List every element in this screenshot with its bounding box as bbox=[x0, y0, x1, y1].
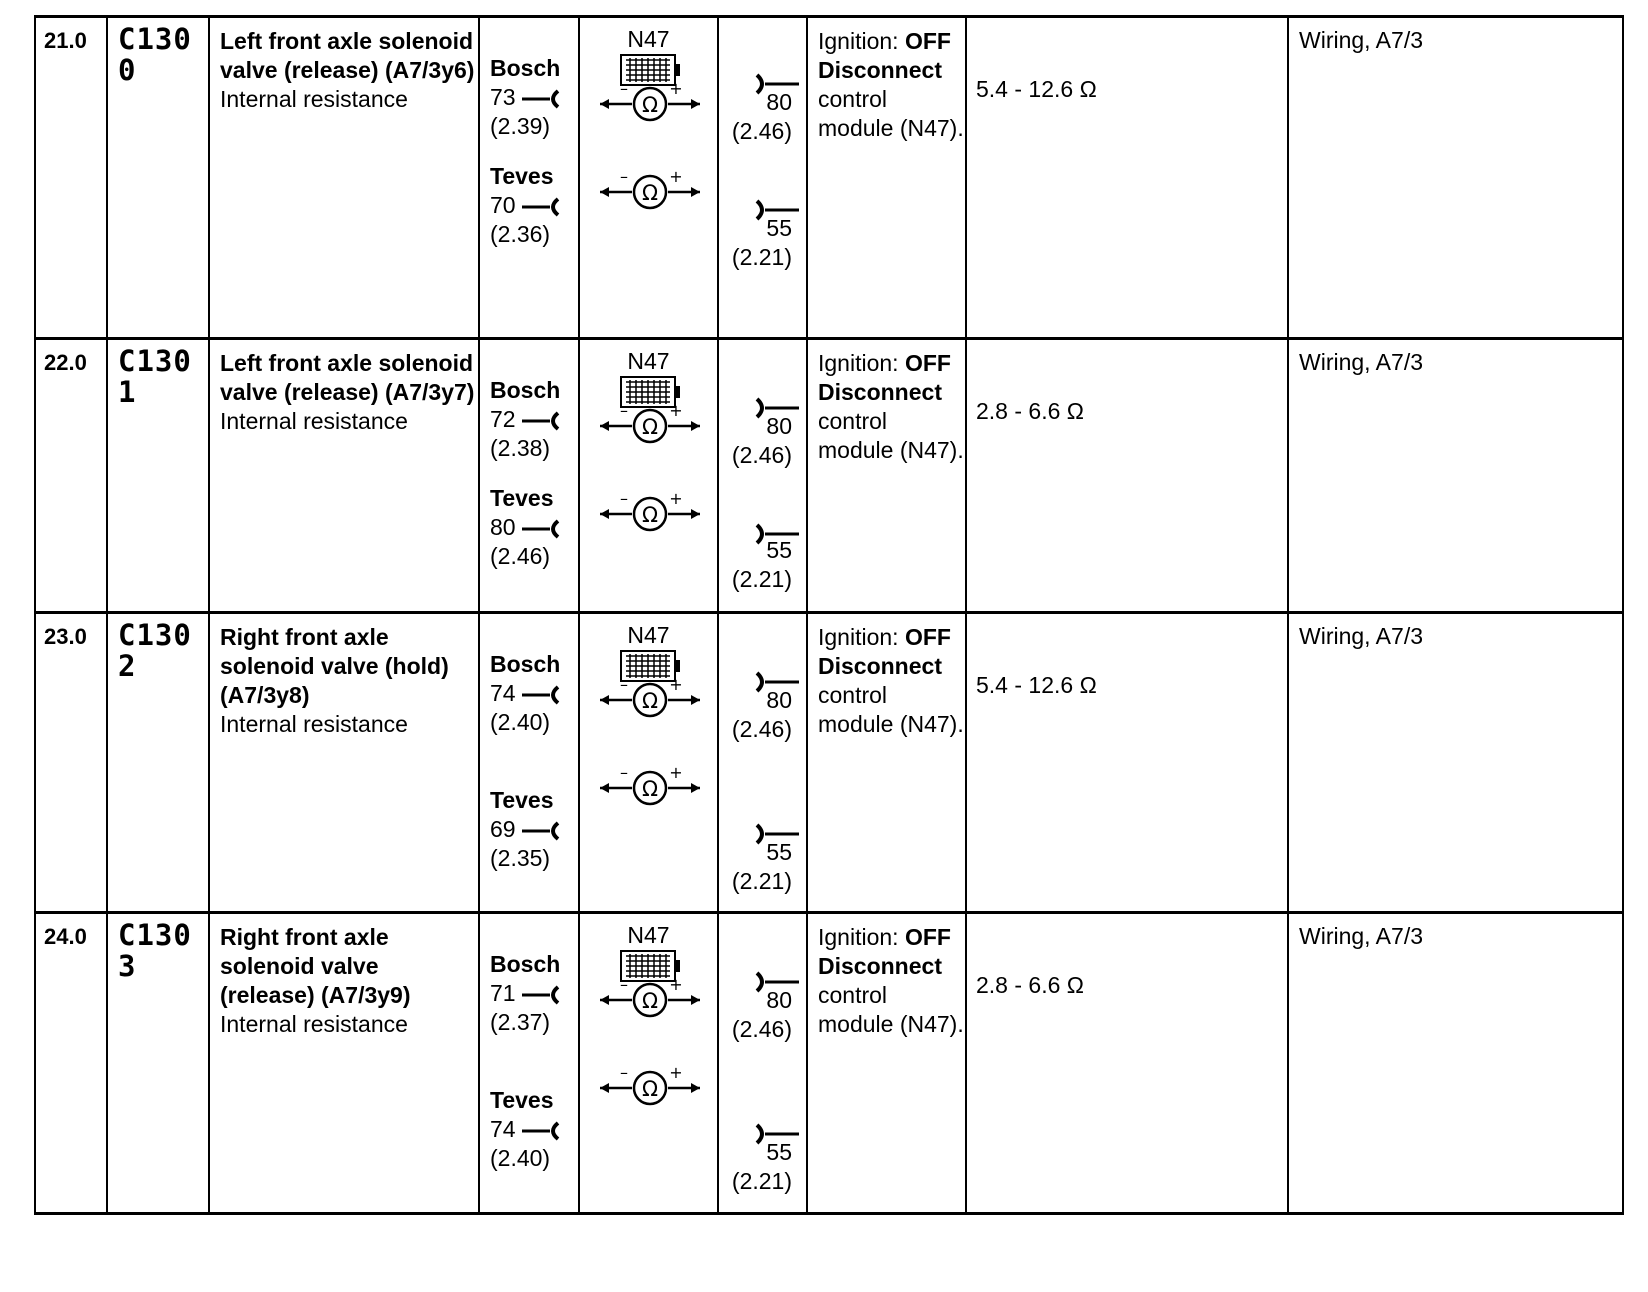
condition-detail: control module (N47). bbox=[818, 86, 964, 141]
ohmmeter-icon bbox=[596, 978, 704, 1018]
tp2-ref: (2.21) bbox=[731, 566, 792, 592]
spec-cell bbox=[966, 613, 1288, 913]
connector-icon bbox=[522, 821, 560, 841]
svg-text:Ω: Ω bbox=[641, 777, 659, 801]
symbol-cell bbox=[579, 339, 718, 613]
test-type: Internal resistance bbox=[220, 408, 408, 434]
test-type: Internal resistance bbox=[220, 1011, 408, 1037]
svg-text:Ω: Ω bbox=[641, 93, 659, 117]
test-point-cell bbox=[718, 17, 807, 339]
code-cell bbox=[107, 339, 209, 613]
remedy-text: Wiring, A7/3 bbox=[1299, 349, 1423, 375]
remedy-cell bbox=[1288, 17, 1623, 339]
bosch-pins bbox=[490, 54, 560, 141]
ignition-state: OFF bbox=[904, 624, 951, 650]
svg-text:Ω: Ω bbox=[641, 415, 659, 439]
condition-cell bbox=[807, 17, 966, 339]
condition-detail: control module (N47). bbox=[818, 408, 964, 463]
ignition-state: OFF bbox=[904, 350, 951, 376]
test-point-cell bbox=[718, 913, 807, 1214]
bosch-pin: 72 bbox=[490, 406, 516, 432]
bosch-pin: 74 bbox=[490, 680, 516, 706]
condition-cell bbox=[807, 613, 966, 913]
teves-label: Teves bbox=[490, 1087, 554, 1113]
teves-label: Teves bbox=[490, 485, 554, 511]
code-cell bbox=[107, 913, 209, 1214]
step-cell bbox=[35, 339, 107, 613]
svg-text:Ω: Ω bbox=[641, 689, 659, 713]
remedy-text: Wiring, A7/3 bbox=[1299, 623, 1423, 649]
symbol-cell bbox=[579, 913, 718, 1214]
tp2-ref: (2.21) bbox=[731, 868, 792, 894]
fault-code: C1302 bbox=[118, 618, 192, 683]
ignition-label: Ignition: bbox=[818, 924, 899, 950]
spec-cell bbox=[966, 17, 1288, 339]
condition-detail: control module (N47). bbox=[818, 682, 964, 737]
fault-code: C1303 bbox=[118, 918, 192, 983]
diagnostic-table bbox=[34, 15, 1624, 1215]
tp2-pin: 55 bbox=[766, 215, 792, 241]
spec-value: 5.4 - 12.6 Ω bbox=[976, 76, 1097, 102]
bosch-label: Bosch bbox=[490, 951, 561, 977]
test-type: Internal resistance bbox=[220, 86, 408, 112]
table-row bbox=[35, 913, 1623, 1214]
component-label: Left front axle solenoid valve (release) (A7/3y6) bbox=[220, 28, 475, 83]
step-cell bbox=[35, 17, 107, 339]
remedy-cell bbox=[1288, 613, 1623, 913]
test-point-cell bbox=[718, 339, 807, 613]
spec-value: 2.8 - 6.6 Ω bbox=[976, 972, 1084, 998]
svg-text:Ω: Ω bbox=[641, 1077, 659, 1101]
disconnect-label: Disconnect bbox=[818, 653, 942, 679]
remedy-text: Wiring, A7/3 bbox=[1299, 27, 1423, 53]
test-point-1 bbox=[732, 686, 792, 744]
svg-text:+: + bbox=[669, 82, 683, 98]
teves-ref: (2.46) bbox=[490, 543, 551, 569]
teves-label: Teves bbox=[490, 163, 554, 189]
tp1-pin: 80 bbox=[766, 413, 792, 439]
teves-ref: (2.35) bbox=[490, 845, 551, 871]
tp2-ref: (2.21) bbox=[731, 1168, 792, 1194]
connector-icon bbox=[522, 197, 560, 217]
pins-cell bbox=[479, 913, 579, 1214]
bosch-ref: (2.39) bbox=[490, 113, 551, 139]
test-point-2 bbox=[732, 214, 792, 272]
component-label: Right front axle solenoid valve (hold) (A7/3y8) bbox=[220, 624, 449, 708]
remedy-cell bbox=[1288, 913, 1623, 1214]
remedy-cell bbox=[1288, 339, 1623, 613]
teves-pins bbox=[490, 1086, 560, 1173]
svg-text:–: – bbox=[620, 978, 628, 994]
tp1-ref: (2.46) bbox=[731, 118, 792, 144]
test-point-cell bbox=[718, 613, 807, 913]
svg-text:+: + bbox=[669, 170, 683, 186]
teves-pins bbox=[490, 162, 560, 249]
bosch-label: Bosch bbox=[490, 55, 561, 81]
module-label: N47 bbox=[627, 26, 670, 52]
test-point-1 bbox=[732, 412, 792, 470]
module-label: N47 bbox=[627, 622, 670, 648]
ohmmeter-icon bbox=[596, 1066, 704, 1106]
teves-ref: (2.40) bbox=[490, 1145, 551, 1171]
module-label: N47 bbox=[627, 922, 670, 948]
svg-text:–: – bbox=[620, 82, 628, 98]
fault-code: C1301 bbox=[118, 344, 192, 409]
pins-cell bbox=[479, 17, 579, 339]
svg-text:+: + bbox=[669, 766, 683, 782]
step-cell bbox=[35, 613, 107, 913]
teves-pins bbox=[490, 786, 560, 873]
disconnect-label: Disconnect bbox=[818, 953, 942, 979]
disconnect-label: Disconnect bbox=[818, 379, 942, 405]
connector-icon bbox=[522, 519, 560, 539]
condition-cell bbox=[807, 339, 966, 613]
spec-cell bbox=[966, 913, 1288, 1214]
svg-text:+: + bbox=[669, 978, 683, 994]
svg-text:–: – bbox=[620, 404, 628, 420]
step-cell bbox=[35, 913, 107, 1214]
svg-text:Ω: Ω bbox=[641, 503, 659, 527]
tp1-ref: (2.46) bbox=[731, 716, 792, 742]
tp2-pin: 55 bbox=[766, 839, 792, 865]
svg-text:+: + bbox=[669, 678, 683, 694]
connector-icon bbox=[522, 1121, 560, 1141]
spec-cell bbox=[966, 339, 1288, 613]
teves-pin: 80 bbox=[490, 514, 516, 540]
svg-text:+: + bbox=[669, 404, 683, 420]
condition-detail: control module (N47). bbox=[818, 982, 964, 1037]
svg-text:+: + bbox=[669, 1066, 683, 1082]
step-number: 22.0 bbox=[44, 350, 87, 375]
connector-icon bbox=[522, 411, 560, 431]
symbol-cell bbox=[579, 613, 718, 913]
ohmmeter-icon bbox=[596, 170, 704, 210]
symbol-cell bbox=[579, 17, 718, 339]
svg-text:–: – bbox=[620, 766, 628, 782]
pins-cell bbox=[479, 613, 579, 913]
svg-text:Ω: Ω bbox=[641, 181, 659, 205]
bosch-label: Bosch bbox=[490, 377, 561, 403]
svg-text:–: – bbox=[620, 1066, 628, 1082]
svg-text:+: + bbox=[669, 492, 683, 508]
connector-icon bbox=[522, 89, 560, 109]
tp1-ref: (2.46) bbox=[731, 442, 792, 468]
svg-text:–: – bbox=[620, 678, 628, 694]
tp1-ref: (2.46) bbox=[731, 1016, 792, 1042]
component-label: Right front axle solenoid valve (release) (A7/3y9) bbox=[220, 924, 411, 1008]
test-point-2 bbox=[732, 838, 792, 896]
table-row bbox=[35, 339, 1623, 613]
table-row bbox=[35, 613, 1623, 913]
ohmmeter-icon bbox=[596, 404, 704, 444]
description-cell bbox=[209, 339, 479, 613]
bosch-pin: 73 bbox=[490, 84, 516, 110]
disconnect-label: Disconnect bbox=[818, 57, 942, 83]
test-point-2 bbox=[732, 536, 792, 594]
ignition-label: Ignition: bbox=[818, 624, 899, 650]
description-cell bbox=[209, 17, 479, 339]
test-point-1 bbox=[732, 88, 792, 146]
connector-icon bbox=[522, 985, 560, 1005]
svg-text:–: – bbox=[620, 492, 628, 508]
step-number: 23.0 bbox=[44, 624, 87, 649]
bosch-pin: 71 bbox=[490, 980, 516, 1006]
teves-pins bbox=[490, 484, 560, 571]
bosch-ref: (2.38) bbox=[490, 435, 551, 461]
connector-icon bbox=[522, 685, 560, 705]
teves-pin: 69 bbox=[490, 816, 516, 842]
tp1-pin: 80 bbox=[766, 89, 792, 115]
module-label: N47 bbox=[627, 348, 670, 374]
tp1-pin: 80 bbox=[766, 987, 792, 1013]
bosch-ref: (2.37) bbox=[490, 1009, 551, 1035]
component-label: Left front axle solenoid valve (release) (A7/3y7) bbox=[220, 350, 475, 405]
condition-cell bbox=[807, 913, 966, 1214]
pins-cell bbox=[479, 339, 579, 613]
svg-text:–: – bbox=[620, 170, 628, 186]
test-point-2 bbox=[732, 1138, 792, 1196]
tp2-pin: 55 bbox=[766, 537, 792, 563]
description-cell bbox=[209, 613, 479, 913]
ohmmeter-icon bbox=[596, 82, 704, 122]
ignition-label: Ignition: bbox=[818, 350, 899, 376]
description-cell bbox=[209, 913, 479, 1214]
spec-value: 2.8 - 6.6 Ω bbox=[976, 398, 1084, 424]
bosch-label: Bosch bbox=[490, 651, 561, 677]
test-point-1 bbox=[732, 986, 792, 1044]
ohmmeter-icon bbox=[596, 766, 704, 806]
ignition-state: OFF bbox=[904, 28, 951, 54]
remedy-text: Wiring, A7/3 bbox=[1299, 923, 1423, 949]
teves-label: Teves bbox=[490, 787, 554, 813]
ignition-state: OFF bbox=[904, 924, 951, 950]
step-number: 24.0 bbox=[44, 924, 87, 949]
step-number: 21.0 bbox=[44, 28, 87, 53]
code-cell bbox=[107, 17, 209, 339]
teves-pin: 74 bbox=[490, 1116, 516, 1142]
svg-text:Ω: Ω bbox=[641, 989, 659, 1013]
tp1-pin: 80 bbox=[766, 687, 792, 713]
ignition-label: Ignition: bbox=[818, 28, 899, 54]
tp2-ref: (2.21) bbox=[731, 244, 792, 270]
bosch-pins bbox=[490, 376, 560, 463]
ohmmeter-icon bbox=[596, 492, 704, 532]
teves-pin: 70 bbox=[490, 192, 516, 218]
bosch-pins bbox=[490, 950, 560, 1037]
spec-value: 5.4 - 12.6 Ω bbox=[976, 672, 1097, 698]
bosch-pins bbox=[490, 650, 560, 737]
code-cell bbox=[107, 613, 209, 913]
bosch-ref: (2.40) bbox=[490, 709, 551, 735]
fault-code: C1300 bbox=[118, 22, 192, 87]
tp2-pin: 55 bbox=[766, 1139, 792, 1165]
teves-ref: (2.36) bbox=[490, 221, 551, 247]
table-row bbox=[35, 17, 1623, 339]
ohmmeter-icon bbox=[596, 678, 704, 718]
test-type: Internal resistance bbox=[220, 711, 408, 737]
